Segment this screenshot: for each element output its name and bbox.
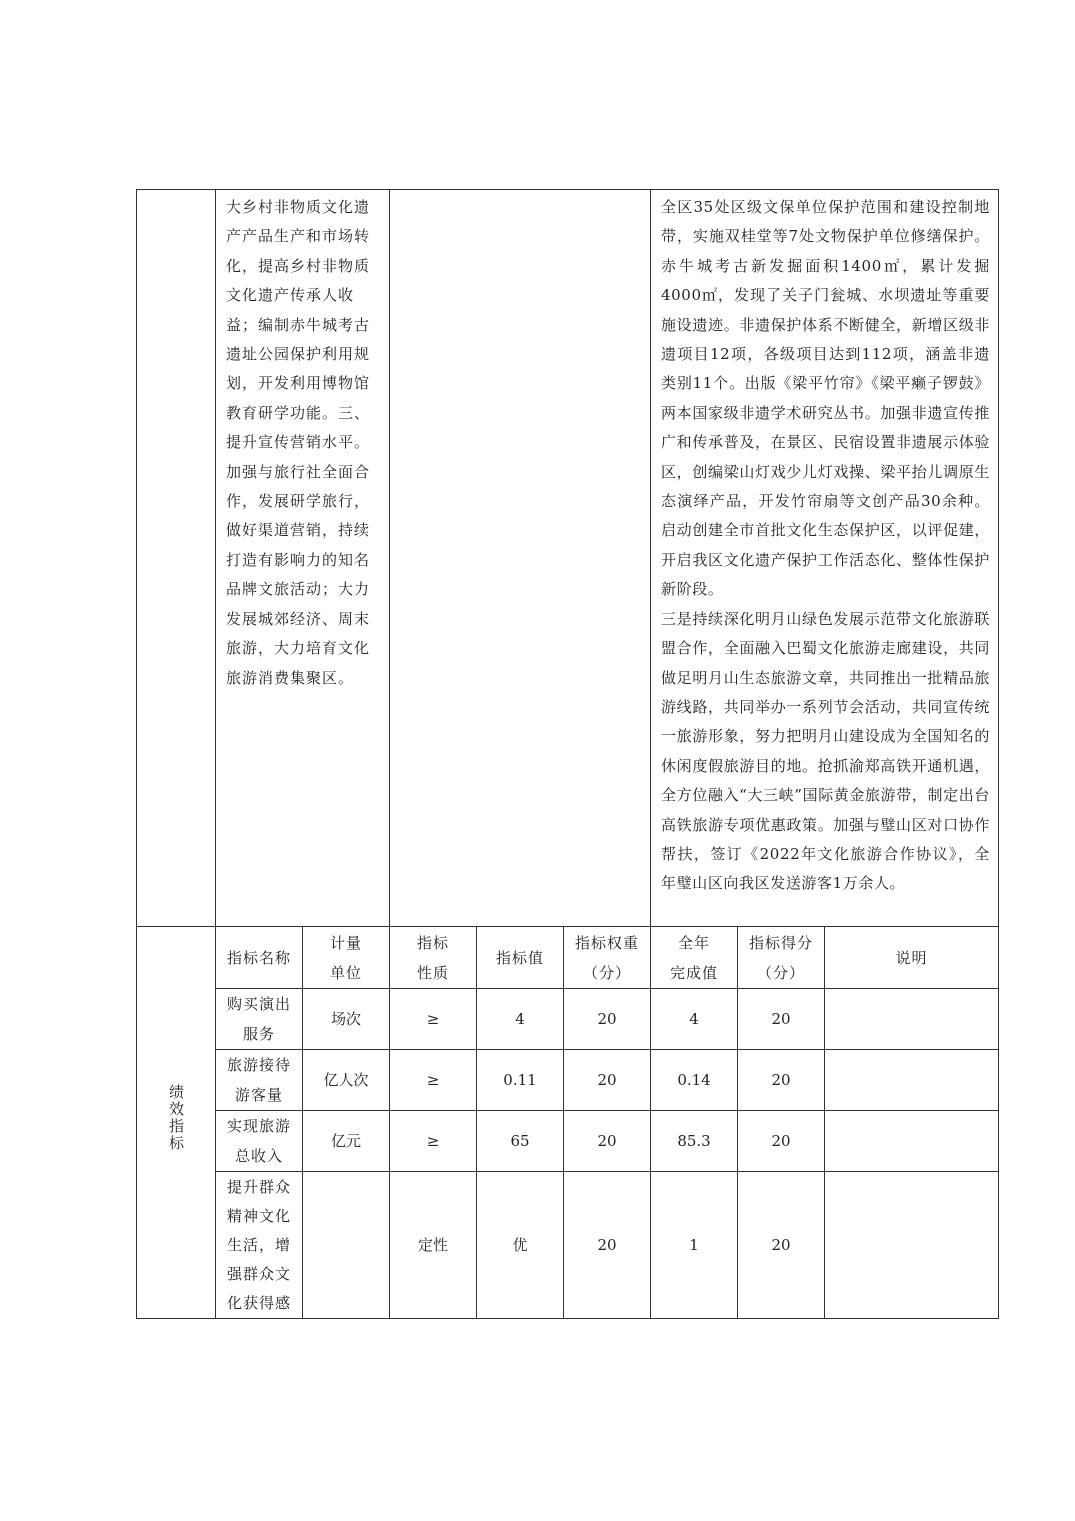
row-unit: 场次 bbox=[303, 989, 390, 1050]
row-unit bbox=[303, 1172, 390, 1319]
row-actual: 4 bbox=[651, 989, 738, 1050]
section-label-cell bbox=[137, 927, 216, 1319]
row-note bbox=[825, 989, 999, 1050]
row-value: 0.11 bbox=[477, 1050, 564, 1111]
header-actual: 全年 完成值 bbox=[651, 927, 738, 989]
blank-label-cell bbox=[137, 190, 216, 927]
row-name: 购买演出 服务 bbox=[216, 989, 303, 1050]
header-row bbox=[137, 927, 999, 989]
row-nature: ≥ bbox=[390, 989, 477, 1050]
row-weight: 20 bbox=[564, 1111, 651, 1172]
row-weight: 20 bbox=[564, 1050, 651, 1111]
row-score: 20 bbox=[738, 989, 825, 1050]
header-nature: 指标 性质 bbox=[390, 927, 477, 989]
header-name: 指标名称 bbox=[216, 927, 303, 989]
row-weight: 20 bbox=[564, 989, 651, 1050]
header-value: 指标值 bbox=[477, 927, 564, 989]
row-value: 优 bbox=[477, 1172, 564, 1319]
header-score: 指标得分 （分） bbox=[738, 927, 825, 989]
row-name: 实现旅游 总收入 bbox=[216, 1111, 303, 1172]
report-text-cell bbox=[651, 190, 999, 927]
row-score: 20 bbox=[738, 1172, 825, 1319]
table-row bbox=[137, 1050, 999, 1111]
row-note bbox=[825, 1172, 999, 1319]
row-score: 20 bbox=[738, 1050, 825, 1111]
header-note: 说明 bbox=[825, 927, 999, 989]
section-label: 绩效指标 bbox=[167, 1083, 185, 1152]
row-nature: ≥ bbox=[390, 1111, 477, 1172]
document-page bbox=[136, 189, 998, 1315]
blank-middle-cell bbox=[390, 190, 651, 927]
row-name: 旅游接待 游客量 bbox=[216, 1050, 303, 1111]
row-actual: 0.14 bbox=[651, 1050, 738, 1111]
row-actual: 85.3 bbox=[651, 1111, 738, 1172]
row-name: 提升群众 精神文化 生活，增 强群众文 化获得感 bbox=[216, 1172, 303, 1319]
row-nature: 定性 bbox=[390, 1172, 477, 1319]
table-row bbox=[137, 989, 999, 1050]
header-weight: 指标权重 （分） bbox=[564, 927, 651, 989]
row-unit: 亿人次 bbox=[303, 1050, 390, 1111]
report-paragraph-2: 三是持续深化明月山绿色发展示范带文化旅游联盟合作，全面融入巴蜀文化旅游走廊建设，共同做足明月山生态旅游文章，共同推出一批精品旅游线路，共同举办一系列节会活动，共同宣传统一旅游形象，努力把明月山建设成为全国知名的休闲度假旅游目的地。抢抓渝郑高铁开通机遇，全方位融入“大三峡”国际黄金旅游带，制定出台高铁旅游专项优惠政策。加强与璧山区对口协作帮扶，签订《2022年文化旅游合作协议》，全年璧山区向我区发送游客1万余人。 bbox=[661, 609, 991, 893]
row-value: 4 bbox=[477, 989, 564, 1050]
report-paragraph-1: 全区35处区级文保单位保护范围和建设控制地带，实施双桂堂等7处文物保护单位修缮保护。赤牛城考古新发掘面积1400㎡，累计发掘4000㎡，发现了关子门瓮城、水坝遗址等重要施设遗迹。非遗保护体系不断健全，新增区级非遗项目12项，各级项目达到112项，涵盖非遗类别11个。出版《梁平竹帘》《梁平癞子锣鼓》两本国家级非遗学术研究丛书。加强非遗宣传推广和传承普及，在景区、民宿设置非遗展示体验区，创编梁山灯戏少儿灯戏操、梁平抬儿调原生态演绎产品，开发竹帘扇等文创产品30余种。启动创建全市首批文化生态保护区，以评促建，开启我区文化遗产保护工作活态化、整体性保护新阶段。 bbox=[661, 198, 991, 599]
header-unit: 计量 单位 bbox=[303, 927, 390, 989]
row-score: 20 bbox=[738, 1111, 825, 1172]
row-weight: 20 bbox=[564, 1172, 651, 1319]
table-row bbox=[137, 1111, 999, 1172]
row-actual: 1 bbox=[651, 1172, 738, 1319]
plan-text-cell: 大乡村非物质文化遗产产品生产和市场转化，提高乡村非物质文化遗产传承人收益；编制赤牛城考古遗址公园保护利用规划，开发利用博物馆教育研学功能。三、提升宣传营销水平。加强与旅行社全面合作，发展研学旅行，做好渠道营销，持续打造有影响力的知名品牌文旅活动；大力发展城郊经济、周末旅游，大力培育文化旅游消费集聚区。 bbox=[216, 190, 390, 927]
row-nature: ≥ bbox=[390, 1050, 477, 1111]
upper-row bbox=[137, 190, 999, 927]
row-unit: 亿元 bbox=[303, 1111, 390, 1172]
table-row bbox=[137, 1172, 999, 1319]
row-note bbox=[825, 1111, 999, 1172]
performance-table bbox=[136, 189, 999, 1319]
row-value: 65 bbox=[477, 1111, 564, 1172]
row-note bbox=[825, 1050, 999, 1111]
